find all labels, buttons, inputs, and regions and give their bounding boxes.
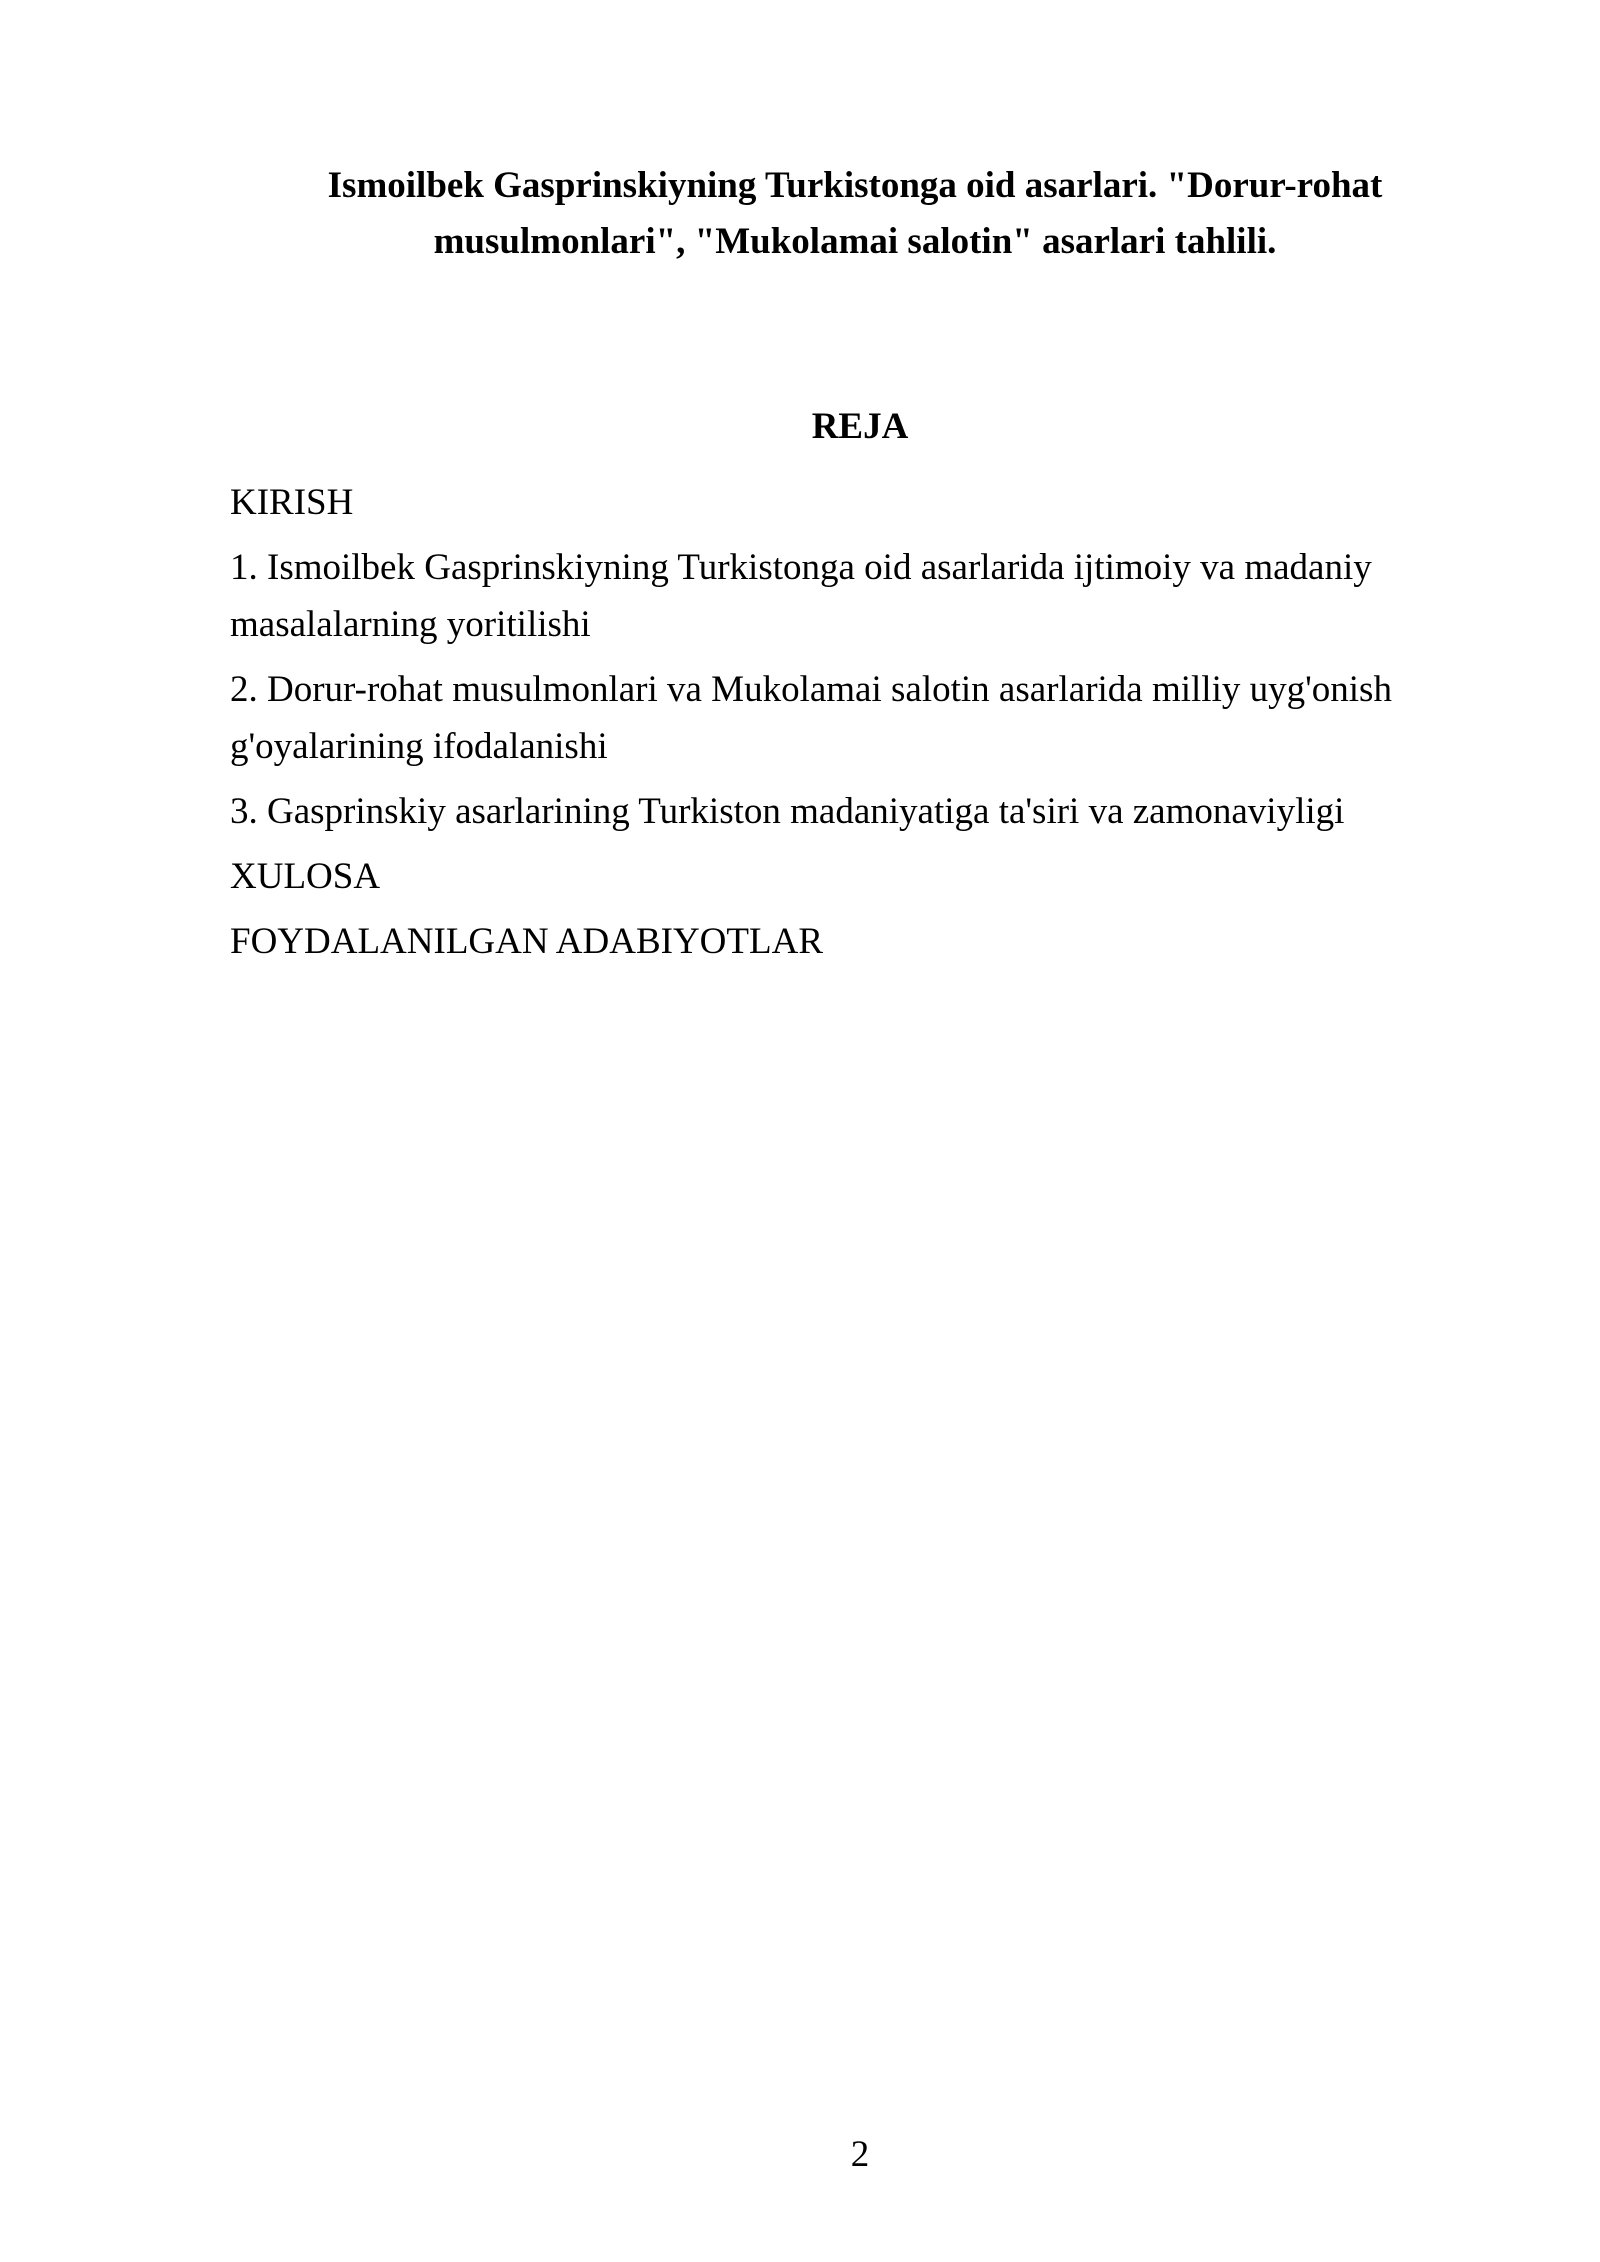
plan-list [230, 474, 1450, 978]
plan-item-conclusion: XULOSA [230, 856, 381, 897]
document-title: Ismoilbek Gasprinskiyning Turkistonga oid asarlari. "Dorur-rohat musulmonlari", "Mukolamai salotin" asarlari tahlili. [327, 165, 1383, 262]
plan-item-3: 3. Gasprinskiy asarlarining Turkiston madaniyatiga ta'siri va zamonaviyligi [230, 791, 1345, 832]
plan-heading: REJA [811, 406, 909, 447]
plan-item-2: 2. Dorur-rohat musulmonlari va Mukolamai salotin asarlarida milliy uyg'onish g'oyalarining ifodalanishi [230, 669, 1392, 767]
plan-item-1: 1. Ismoilbek Gasprinskiyning Turkistonga oid asarlarida ijtimoiy va madaniy masalalarning yoritilishi [230, 547, 1372, 645]
page-number: 2 [850, 2134, 870, 2175]
plan-item-references: FOYDALANILGAN ADABIYOTLAR [230, 921, 823, 962]
plan-item-introduction: KIRISH [230, 482, 354, 523]
